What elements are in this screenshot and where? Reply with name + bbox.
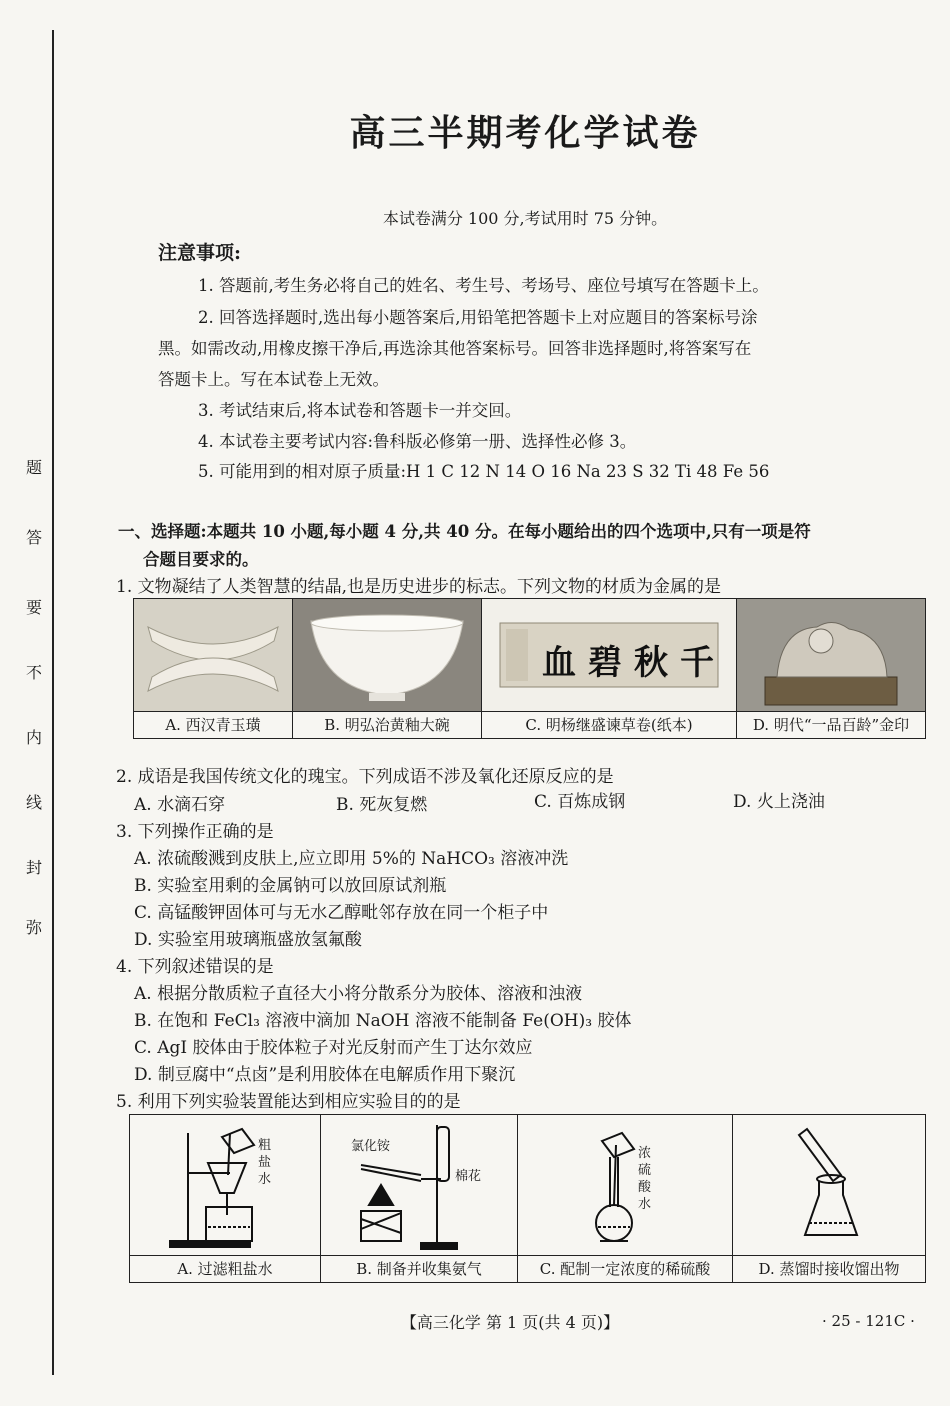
notice-line: 3. 考试结束后,将本试卷和答题卡一并交回。 (198, 401, 522, 420)
q5-option-c: C. 配制一定浓度的稀硫酸 (518, 1255, 732, 1282)
calligraphy-text: 千秋碧血 (542, 643, 726, 683)
seal-char: 答 (25, 528, 42, 547)
binding-line (52, 30, 54, 1375)
notice-line: 4. 本试卷主要考试内容:鲁科版必修第一册、选择性必修 3。 (198, 432, 637, 451)
seal-char: 封 (25, 858, 42, 877)
q3-option-c: C. 高锰酸钾固体可与无水乙醇毗邻存放在同一个柜子中 (134, 903, 549, 923)
calligraphy-scroll-image (482, 599, 736, 711)
seal-char: 内 (25, 728, 42, 747)
label-char: 硫 (638, 1163, 652, 1178)
q1-option-c-cell (482, 599, 737, 739)
q5-option-c-cell (518, 1115, 733, 1283)
seal-char: 要 (25, 598, 42, 617)
label-cotton: 棉花 (455, 1169, 482, 1184)
q5-option-d-cell (733, 1115, 926, 1283)
q1-option-c: C. 明杨继盛谏草卷(纸本) (482, 711, 736, 738)
q5-option-d: D. 蒸馏时接收馏出物 (733, 1255, 925, 1282)
seal-char: 不 (25, 663, 42, 682)
q2-option-c: C. 百炼成钢 (534, 792, 626, 812)
q4-option-a: A. 根据分散质粒子直径大小将分散系分为胶体、溶液和浊液 (134, 984, 583, 1004)
q1-option-b: B. 明弘治黄釉大碗 (293, 711, 481, 738)
q2-option-a: A. 水滴石穿 (134, 795, 226, 815)
q3-option-a: A. 浓硫酸溅到皮肤上,应立即用 5%的 NaHCO₃ 溶液冲洗 (134, 849, 569, 869)
seal-char: 线 (25, 793, 42, 812)
q5-option-a: A. 过滤粗盐水 (130, 1255, 320, 1282)
dilution-apparatus (518, 1115, 732, 1255)
label-char: 水 (638, 1197, 652, 1212)
seal-char: 题 (25, 458, 42, 477)
page-title: 高三半期考化学试卷 (349, 112, 701, 154)
yellow-bowl-image (293, 599, 481, 711)
q1-option-a-cell (134, 599, 293, 739)
notice-line: 黑。如需改动,用橡皮擦干净后,再选涂其他答案标号。回答非选择题时,将答案写在 (158, 339, 752, 358)
label-char: 盐 (258, 1155, 272, 1170)
q4-option-c: C. AgI 胶体由于胶体粒子对光反射而产生丁达尔效应 (134, 1038, 533, 1058)
label-ammonium-chloride: 氯化铵 (351, 1139, 391, 1154)
q2-option-d: D. 火上浇油 (733, 792, 825, 812)
gold-seal-image (737, 599, 925, 711)
q1-option-b-cell (293, 599, 482, 739)
notice-line: 1. 答题前,考生务必将自己的姓名、考生号、考场号、座位号填写在答题卡上。 (198, 276, 769, 295)
question-3-stem: 3. 下列操作正确的是 (116, 822, 274, 842)
q1-option-d: D. 明代“一品百龄”金印 (737, 711, 925, 738)
label-char: 水 (258, 1172, 272, 1187)
question-5-stem: 5. 利用下列实验装置能达到相应实验目的的是 (116, 1092, 461, 1112)
distillation-receiver (733, 1115, 925, 1255)
section-heading-cont: 合题目要求的。 (143, 550, 259, 569)
question-4-stem: 4. 下列叙述错误的是 (116, 957, 274, 977)
question-2-stem: 2. 成语是我国传统文化的瑰宝。下列成语不涉及氧化还原反应的是 (116, 767, 614, 787)
q5-option-a-cell (130, 1115, 321, 1283)
q2-option-b: B. 死灰复燃 (336, 795, 428, 815)
label-char: 粗 (258, 1138, 272, 1153)
exam-info: 本试卷满分 100 分,考试用时 75 分钟。 (382, 209, 668, 228)
question-1-stem: 1. 文物凝结了人类智慧的结晶,也是历史进步的标志。下列文物的材质为金属的是 (116, 577, 722, 597)
q1-option-d-cell (737, 599, 926, 739)
seal-char: 弥 (25, 918, 42, 937)
label-char: 酸 (638, 1180, 652, 1195)
notice-line: 5. 可能用到的相对原子质量:H 1 C 12 N 14 O 16 Na 23 S 32 Ti 48 Fe 56 (198, 462, 770, 481)
q4-option-b: B. 在饱和 FeCl₃ 溶液中滴加 NaOH 溶液不能制备 Fe(OH)₃ 胶体 (134, 1011, 632, 1031)
label-char: 浓 (638, 1146, 652, 1161)
q5-option-b: B. 制备并收集氨气 (321, 1255, 517, 1282)
ammonia-apparatus (321, 1115, 517, 1255)
label-crude-salt-water (258, 1137, 271, 1188)
exam-code: · 25 - 121C · (822, 1312, 915, 1330)
notice-line: 2. 回答选择题时,选出每小题答案后,用铅笔把答题卡上对应题目的答案标号涂 (198, 308, 758, 327)
notice-heading: 注意事项: (158, 242, 242, 264)
jade-huang-image (134, 599, 292, 711)
q3-option-b: B. 实验室用剩的金属钠可以放回原试剂瓶 (134, 876, 447, 896)
q3-option-d: D. 实验室用玻璃瓶盛放氢氟酸 (134, 930, 362, 950)
page-footer: 【高三化学 第 1 页(共 4 页)】 (400, 1313, 620, 1332)
notice-line: 答题卡上。写在本试卷上无效。 (158, 370, 389, 389)
filtration-apparatus (130, 1115, 320, 1255)
section-heading: 一、选择题:本题共 10 小题,每小题 4 分,共 40 分。在每小题给出的四个选项中,只有一项是符 (118, 522, 811, 541)
q5-apparatus-table (129, 1114, 926, 1283)
q4-option-d: D. 制豆腐中“点卤”是利用胶体在电解质作用下聚沉 (134, 1065, 516, 1085)
q5-option-b-cell (321, 1115, 518, 1283)
q1-option-a: A. 西汉青玉璜 (134, 711, 292, 738)
label-conc-sulfuric-acid (638, 1145, 651, 1213)
q1-image-table (133, 598, 926, 739)
